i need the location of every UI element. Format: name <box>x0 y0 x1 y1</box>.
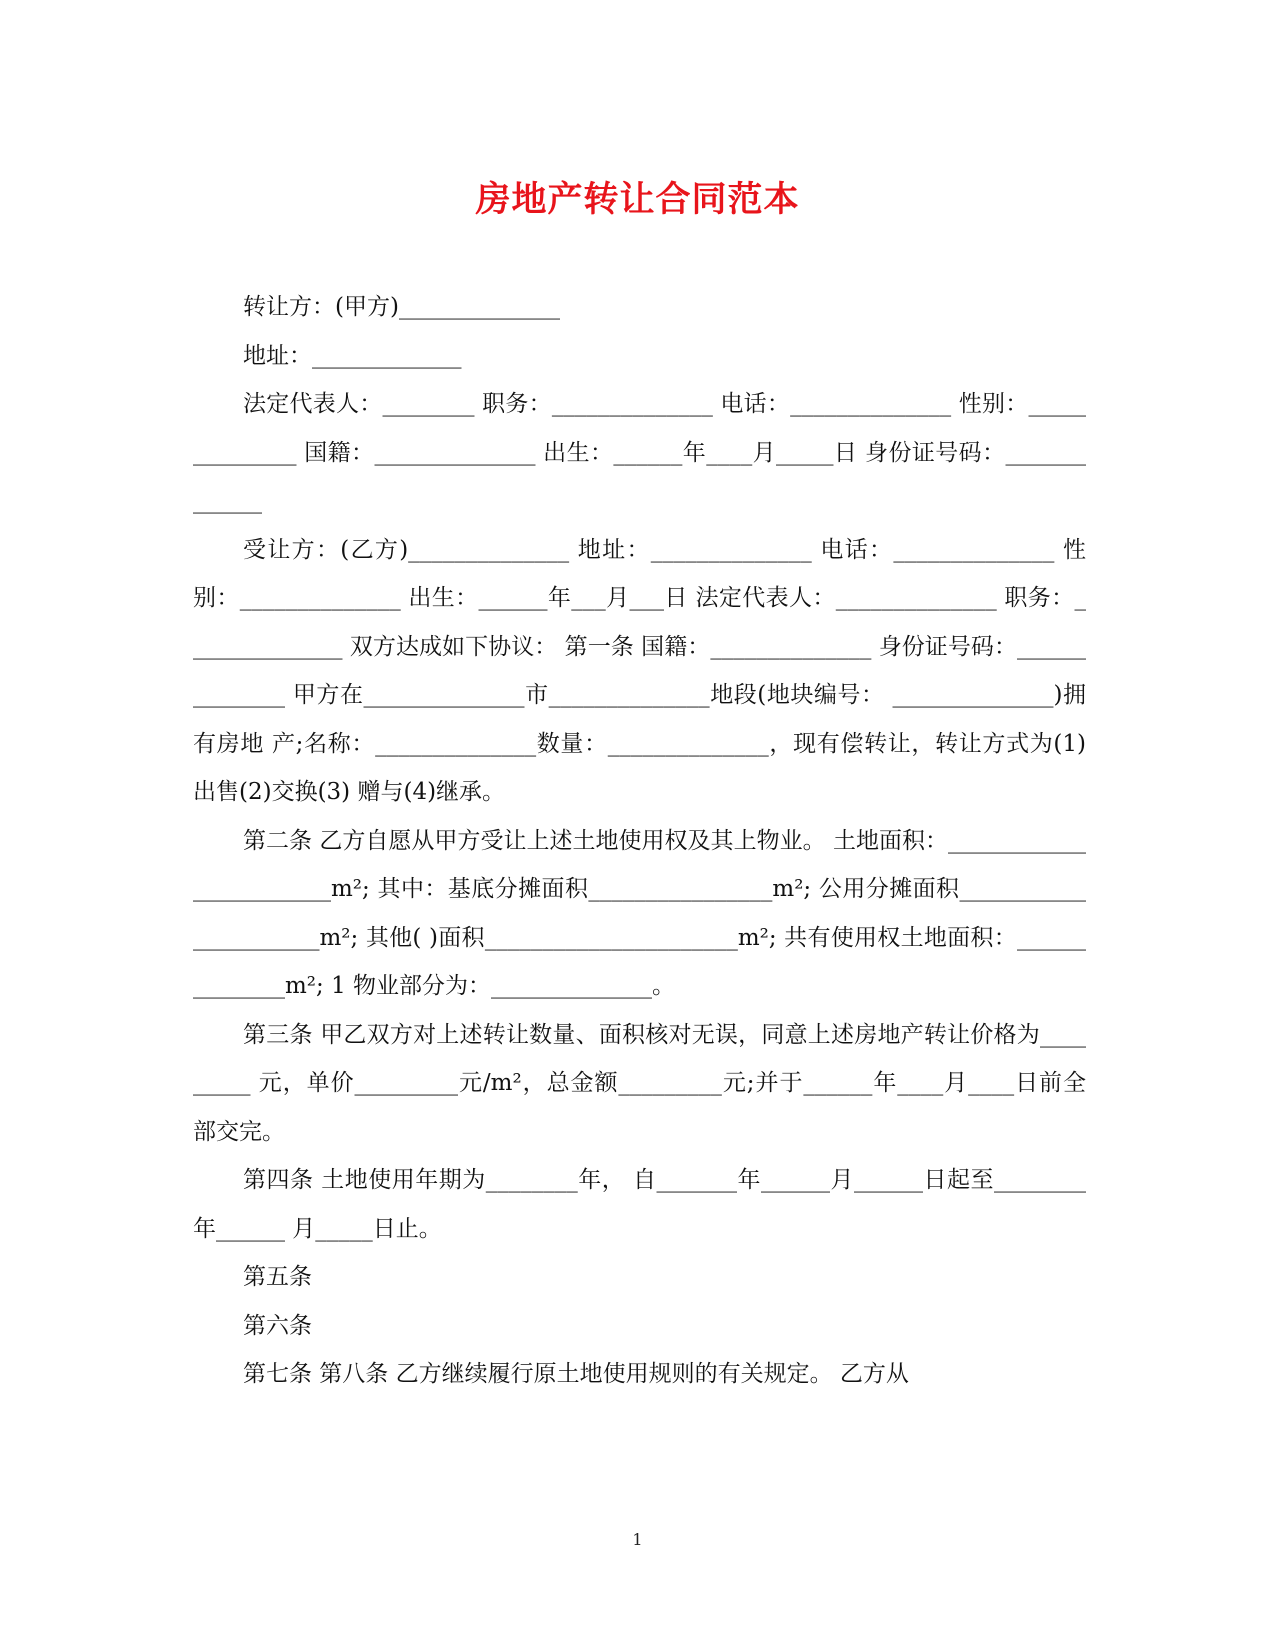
paragraph-transferor-address: 地址：_____________ <box>243 342 462 369</box>
paragraph-article-6: 第六条 <box>243 1312 312 1339</box>
document-title: 房地产转让合同范本 <box>475 179 800 220</box>
paragraph-legal-representative: 法定代表人：________ 职务：______________ 电话：______________ 性别：______________ 国籍：______________ 出生：______年____月_____日 身份证号码：_____________ <box>193 391 1086 514</box>
paragraph-article-5: 第五条 <box>243 1264 312 1290</box>
paragraph-transferee: 受让方：(乙方)______________ 地址：______________ 电话：______________ 性别：______________ 出生：______年___月___日 法定代表人：______________ 职务：______________ 双方达成如下协议： 第一条 国籍：______________ 身份证号码：______________ 甲方在______________市______________地段(地块编号： ______________)拥有房地 产;名称：______________数量：______________，现有偿转让，转让方式为(1)出售(2)交换(3) 赠与(4)继承。 <box>193 536 1086 805</box>
paragraph-article-3: 第三条 甲乙双方对上述转让数量、面积核对无误，同意上述房地产转让价格为_________ 元，单价_________元/m²，总金额_________元;并于______年____月____日前全部交完。 <box>193 1021 1086 1145</box>
paragraph-transferor: 转让方：(甲方)______________ <box>243 294 560 320</box>
paragraph-article-2: 第二条 乙方自愿从甲方受让上述土地使用权及其上物业。 土地面积：________________________m²; 其中：基底分摊面积________________m²; 公用分摊面积______________________m²; 其他( )面积______________________m²; 共有使用权土地面积：______________m²; 1 物业部分为：______________。 <box>193 827 1086 999</box>
page-number: 1 <box>632 1530 643 1549</box>
paragraph-article-7-8: 第七条 第八条 乙方继续履行原土地使用规则的有关规定。 乙方从 <box>243 1361 909 1387</box>
document-body <box>193 283 1086 1399</box>
paragraph-article-4: 第四条 土地使用年期为________年， 自_______年______月______日起至________年______ 月_____日止。 <box>193 1167 1086 1242</box>
